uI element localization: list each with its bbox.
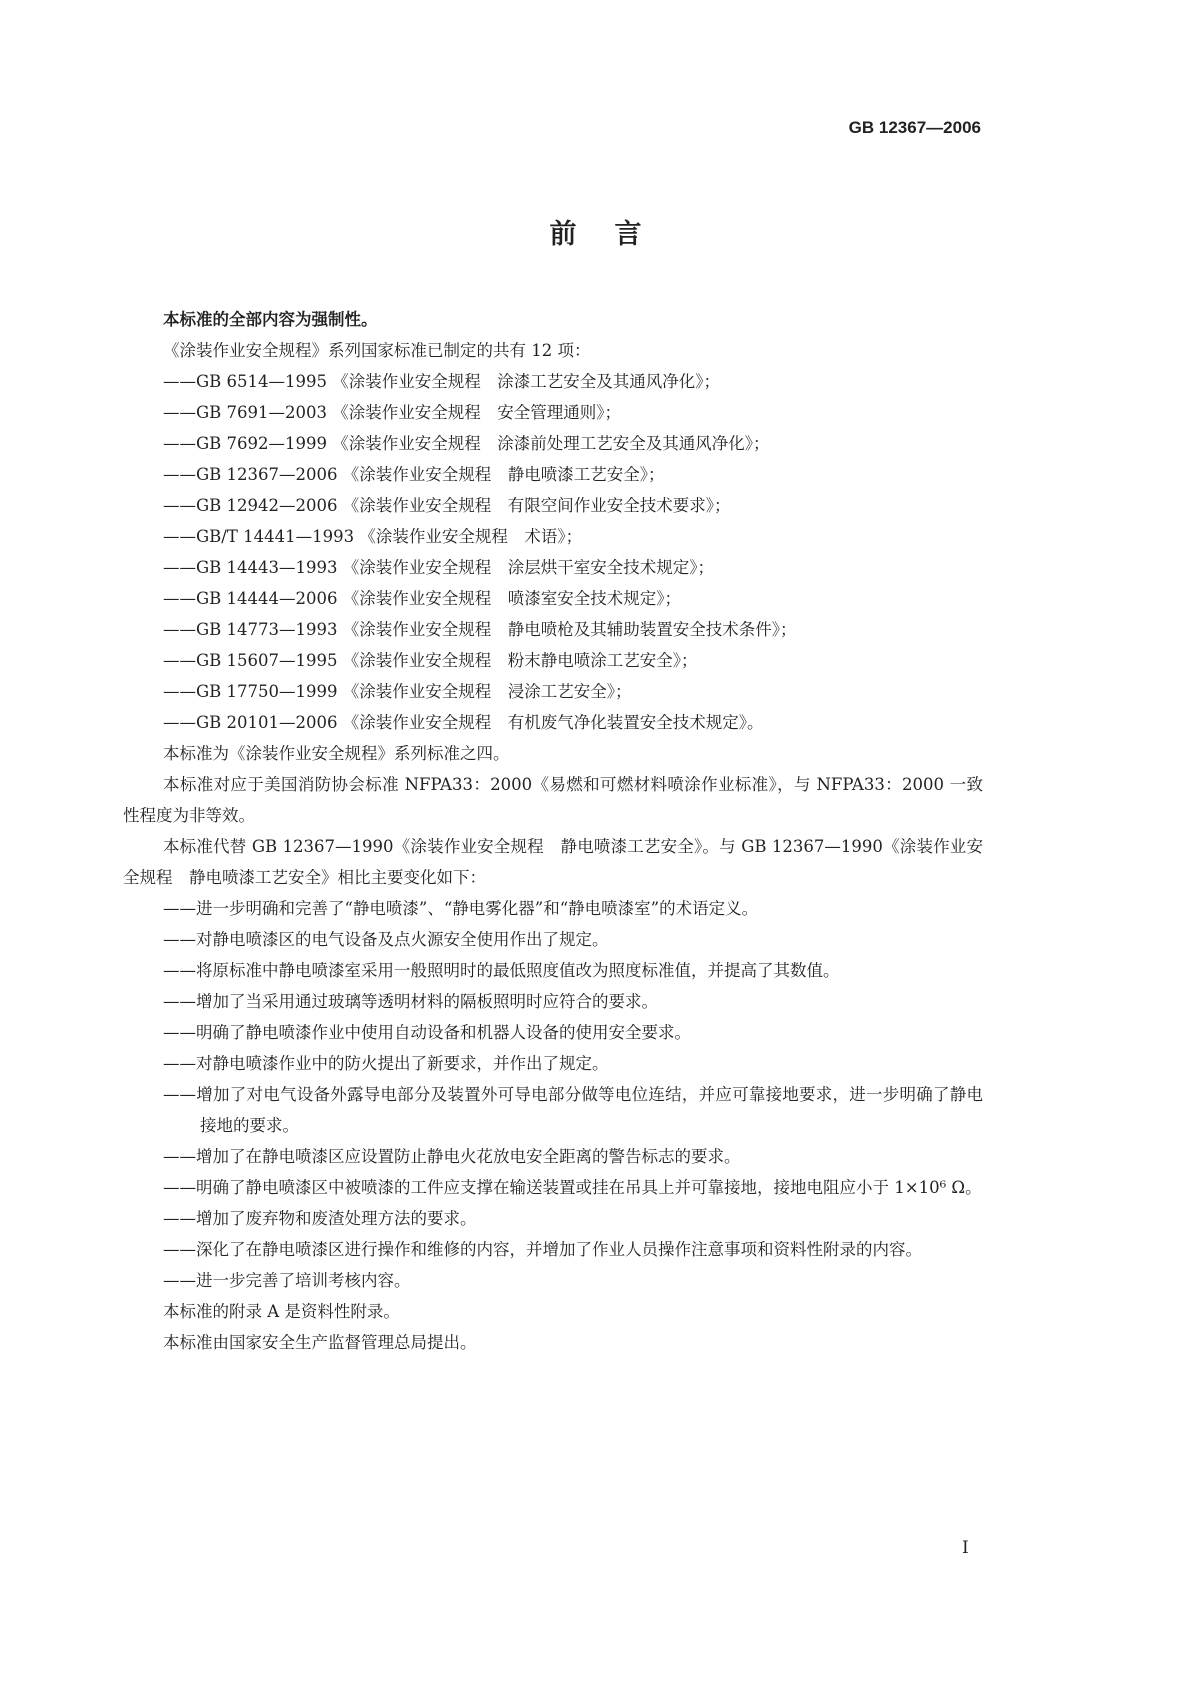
list-item: ——GB 14443—1993 《涂装作业安全规程 涂层烘干室安全技术规定》； (163, 558, 715, 577)
list-item: ——将原标准中静电喷漆室采用一般照明时的最低照度值改为照度标准值，并提高了其数值。 (163, 961, 840, 980)
list-item: ——进一步完善了培训考核内容。 (163, 1271, 411, 1290)
list-item: ——明确了静电喷漆作业中使用自动设备和机器人设备的使用安全要求。 (163, 1023, 691, 1042)
page-number: I (962, 1538, 969, 1558)
list-item: ——明确了静电喷漆区中被喷漆的工件应支撑在输送装置或挂在吊具上并可靠接地，接地电阻应小于 1×10⁶ Ω。 (163, 1178, 982, 1197)
paragraph: 本标准的附录 A 是资料性附录。 (163, 1302, 400, 1321)
paragraph: 本标准为《涂装作业安全规程》系列标准之四。 (163, 744, 510, 763)
list-item: ——GB 7692—1999 《涂装作业安全规程 涂漆前处理工艺安全及其通风净化》； (163, 434, 770, 453)
list-item: ——对静电喷漆作业中的防火提出了新要求，并作出了规定。 (163, 1054, 609, 1073)
paragraph: 本标准的全部内容为强制性。 (163, 310, 378, 329)
list-item: ——增加了在静电喷漆区应设置防止静电火花放电安全距离的警告标志的要求。 (163, 1147, 741, 1166)
list-item: ——GB/T 14441—1993 《涂装作业安全规程 术语》； (163, 527, 583, 546)
paragraph: 本标准代替 GB 12367—1990《涂装作业安全规程 静电喷漆工艺安全》。与 GB 12367—1990《涂装作业安全规程 静电喷漆工艺安全》相比主要变化如下： (123, 837, 983, 887)
list-item: ——GB 14444—2006 《涂装作业安全规程 喷漆室安全技术规定》； (163, 589, 682, 608)
list-item: ——深化了在静电喷漆区进行操作和维修的内容，并增加了作业人员操作注意事项和资料性附录的内容。 (163, 1240, 922, 1259)
paragraph: 本标准对应于美国消防协会标准 NFPA33：2000《易燃和可燃材料喷涂作业标准》，与 NFPA33：2000 一致性程度为非等效。 (123, 775, 983, 825)
list-item: ——GB 6514—1995 《涂装作业安全规程 涂漆工艺安全及其通风净化》； (163, 372, 721, 391)
paragraph: 本标准由国家安全生产监督管理总局提出。 (163, 1333, 477, 1352)
list-item: ——GB 15607—1995 《涂装作业安全规程 粉末静电喷涂工艺安全》； (163, 651, 698, 670)
list-item: ——GB 17750—1999 《涂装作业安全规程 浸涂工艺安全》； (163, 682, 632, 701)
page-title: 前言 (549, 219, 680, 250)
list-item: ——增加了当采用通过玻璃等透明材料的隔板照明时应符合的要求。 (163, 992, 658, 1011)
list-item: ——进一步明确和完善了“静电喷漆”、“静电雾化器”和“静电喷漆室”的术语定义。 (163, 899, 759, 918)
list-item: ——GB 12942—2006 《涂装作业安全规程 有限空间作业安全技术要求》； (163, 496, 731, 515)
list-item: ——GB 12367—2006 《涂装作业安全规程 静电喷漆工艺安全》； (163, 465, 665, 484)
list-item: ——增加了废弃物和废渣处理方法的要求。 (163, 1209, 477, 1228)
list-item: ——对静电喷漆区的电气设备及点火源安全使用作出了规定。 (163, 930, 609, 949)
foreword-body (123, 304, 983, 1358)
list-item: ——GB 20101—2006 《涂装作业安全规程 有机废气净化装置安全技术规定》。 (163, 713, 764, 732)
list-item: ——增加了对电气设备外露导电部分及装置外可导电部分做等电位连结，并应可靠接地要求，进一步明确了静电接地的要求。 (163, 1085, 983, 1135)
list-item: ——GB 14773—1993 《涂装作业安全规程 静电喷枪及其辅助装置安全技术条件》； (163, 620, 797, 639)
standard-code: GB 12367—2006 (848, 118, 981, 137)
list-item: ——GB 7691—2003 《涂装作业安全规程 安全管理通则》； (163, 403, 622, 422)
paragraph: 《涂装作业安全规程》系列国家标准已制定的共有 12 项： (163, 341, 591, 360)
